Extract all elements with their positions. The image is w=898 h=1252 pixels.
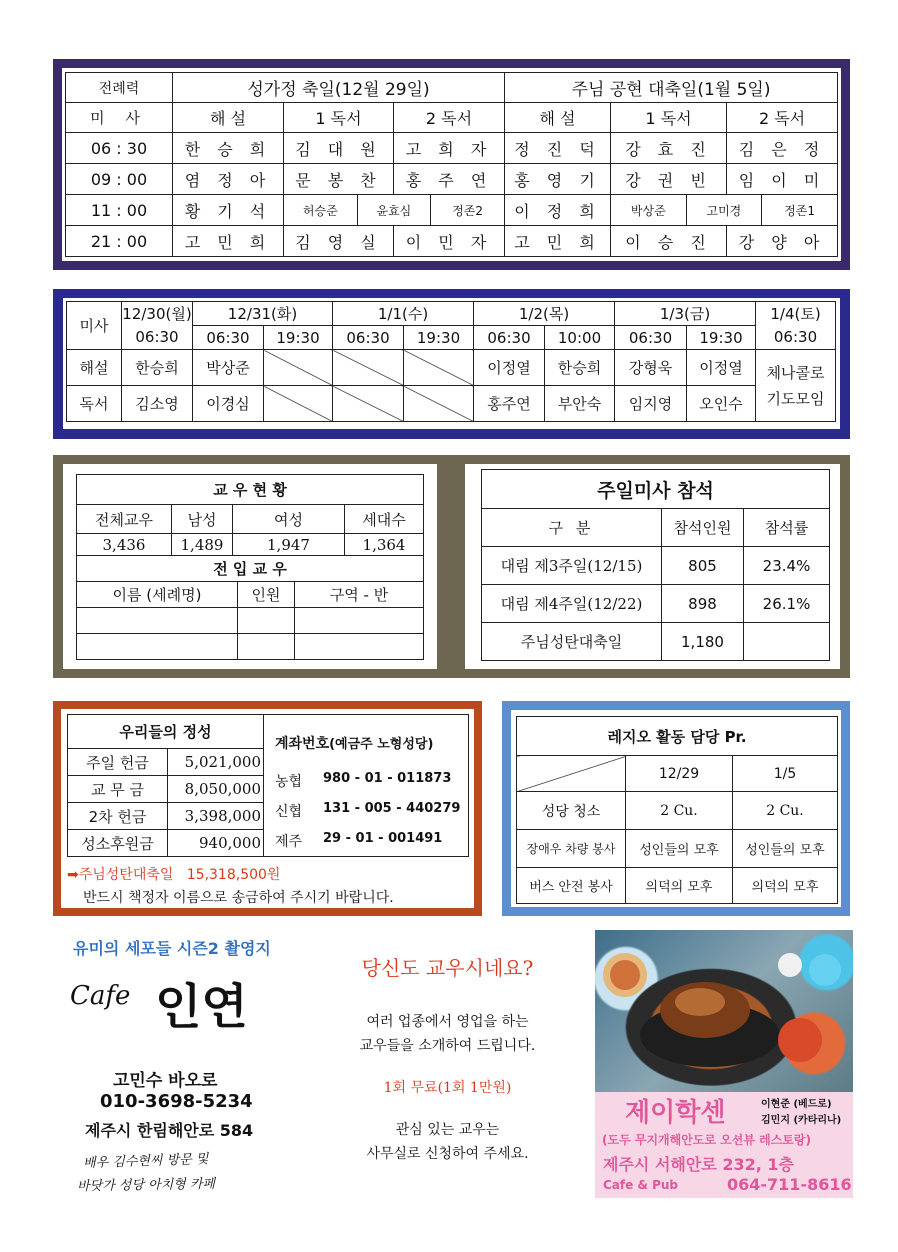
cell: 김소영 (122, 386, 193, 422)
members-header: 남성 (172, 505, 233, 534)
promo-line-2: 교우들을 소개하여 드립니다. (359, 1038, 536, 1054)
cafe-address: 제주시 한림해안로 584 (85, 1121, 254, 1140)
bank-name: 제주 (275, 834, 303, 850)
special-line: 기도모임 (766, 389, 825, 408)
table-row (66, 226, 838, 257)
restaurant-subtitle: (도두 무지개해안도로 오션뷰 레스토랑) (602, 1133, 811, 1147)
attendance-label: 대림 제3주일(12/15) (482, 547, 662, 585)
restaurant-ad (595, 930, 853, 1198)
date-header: 12/31(화) (193, 302, 333, 326)
account-number: 29 - 01 - 001491 (323, 831, 443, 846)
legio-duty: 성당 청소 (517, 792, 626, 830)
cell: 한 승 희 (173, 133, 284, 164)
cell: 허승준 (284, 195, 357, 225)
empty-slash-cell (333, 350, 404, 386)
attendance-rate (744, 623, 830, 661)
empty-slash-cell (264, 386, 333, 422)
christmas-offering-note (67, 864, 280, 884)
promo-line-3: 관심 있는 교우는 (395, 1122, 500, 1138)
empty-slash-cell (404, 386, 474, 422)
cell: 오인수 (687, 386, 756, 422)
time-cell: 06:30 (122, 326, 193, 350)
empty-cell (295, 634, 424, 660)
cell: 이 승 진 (611, 226, 727, 257)
transfer-header: 구역 - 반 (295, 582, 424, 608)
cell: 김 영 실 (284, 226, 394, 257)
promo-line-4: 사무실로 신청하여 주세요. (366, 1146, 529, 1162)
members-header: 세대수 (345, 505, 424, 534)
cell: 임지영 (615, 386, 687, 422)
weekday-mass-label: 미사 (67, 302, 122, 350)
members-value: 3,436 (77, 534, 172, 556)
cell: 이 정 희 (505, 195, 611, 226)
cell: 박상준 (193, 350, 264, 386)
arrow-icon: ➡ (67, 867, 79, 883)
reading-label: 독서 (67, 386, 122, 422)
commentary-label: 해설 (67, 350, 122, 386)
table-row (67, 350, 836, 386)
empty-slash-cell (264, 350, 333, 386)
cell: 정존1 (784, 203, 816, 218)
weekday-mass-table (66, 301, 836, 422)
cell: 홍주연 (474, 386, 545, 422)
christmas-offering-text: 주님성탄대축일 15,318,500원 (78, 867, 281, 883)
offering-value: 3,398,000 (168, 803, 264, 830)
col-reading2-2: 2 독서 (727, 103, 838, 133)
attendance-count: 898 (662, 585, 744, 623)
restaurant-person-1: 이현준 (베드로) (761, 1099, 832, 1110)
table-row (517, 868, 838, 904)
members-value: 1,947 (233, 534, 345, 556)
legio-cell: 성인들의 모후 (626, 830, 733, 868)
cell: 박상준 (611, 195, 686, 225)
col-reading1-2: 1 독서 (611, 103, 727, 133)
cell: 홍 주 연 (394, 164, 505, 195)
time-cell: 06:30 (615, 326, 687, 350)
sunday-liturgy-panel (62, 68, 841, 261)
cafe-phone: 010-3698-5234 (100, 1091, 253, 1112)
sunday-liturgy-table (65, 72, 838, 257)
col-commentary-2: 해 설 (505, 103, 611, 133)
cell: 강형욱 (615, 350, 687, 386)
split-table (284, 195, 504, 225)
account-number: 980 - 01 - 011873 (323, 771, 452, 786)
liturgy-header-label: 전례력 (66, 73, 173, 103)
attendance-header: 참석인원 (662, 509, 744, 547)
table-row (482, 547, 830, 585)
food-illustration (595, 930, 853, 1092)
feast-holy-family: 성가정 축일(12월 29일) (173, 73, 505, 103)
feast-epiphany: 주님 공현 대축일(1월 5일) (505, 73, 838, 103)
members-header: 여성 (233, 505, 345, 534)
account-row (275, 771, 465, 791)
account-box (263, 714, 469, 857)
date-header: 1/4(토) (756, 302, 836, 326)
transfer-table (76, 555, 424, 660)
cell: 고 민 희 (173, 226, 284, 257)
account-title (275, 733, 433, 753)
empty-cell (238, 634, 295, 660)
legio-cell: 2 Cu. (626, 792, 733, 830)
members-panel (63, 464, 437, 669)
bank-name: 농협 (275, 774, 303, 790)
date-header: 1/3(금) (615, 302, 756, 326)
special-line: 체나콜로 (766, 363, 825, 382)
cafe-handwriting-2: 바닷가 성당 아치형 카페 (76, 1176, 216, 1195)
table-row (67, 386, 836, 422)
cell: 강 양 아 (727, 226, 838, 257)
legio-duty: 버스 안전 봉사 (517, 868, 626, 904)
cell: 황 기 석 (173, 195, 284, 226)
restaurant-phone: 064-711-8616 (727, 1175, 852, 1194)
attendance-title: 주일미사 참석 (482, 470, 830, 509)
attendance-table (481, 469, 830, 661)
cell: 염 정 아 (173, 164, 284, 195)
cell: 김 대 원 (284, 133, 394, 164)
table-row (482, 585, 830, 623)
legio-panel (511, 710, 841, 907)
members-table (76, 474, 424, 556)
cell: 고 민 희 (505, 226, 611, 257)
mass-time: 09 : 00 (66, 164, 173, 195)
cell: 김 은 정 (727, 133, 838, 164)
account-number: 131 - 005 - 440279 (323, 801, 461, 816)
split-table (611, 195, 837, 225)
cafe-handwriting-1: 배우 김수현씨 방문 및 (82, 1151, 209, 1172)
time-cell: 06:30 (333, 326, 404, 350)
time-cell: 19:30 (404, 326, 474, 350)
cell: 고미경 (686, 195, 762, 225)
cell: 임 이 미 (727, 164, 838, 195)
legio-date: 12/29 (626, 756, 733, 792)
offering-value: 940,000 (168, 830, 264, 857)
cell: 고 희 자 (394, 133, 505, 164)
attendance-count: 1,180 (662, 623, 744, 661)
attendance-rate: 23.4% (744, 547, 830, 585)
cafe-logo-name: 인연 (155, 979, 248, 1035)
transfer-header: 이름 (세례명) (77, 582, 238, 608)
time-cell: 06:30 (474, 326, 545, 350)
time-cell: 06:30 (756, 326, 836, 350)
legio-duty: 장애우 차량 봉사 (517, 830, 626, 868)
split-cell (611, 195, 838, 226)
empty-slash-cell (333, 386, 404, 422)
promo-line-1: 여러 업종에서 영업을 하는 (366, 1014, 529, 1030)
restaurant-name: 제이학센 (625, 1098, 726, 1128)
cell: 홍 영 기 (505, 164, 611, 195)
offering-table (67, 714, 264, 857)
cell: 한승희 (545, 350, 615, 386)
members-value: 1,364 (345, 534, 424, 556)
special-prayer-cell (756, 350, 836, 422)
attendance-panel (465, 464, 840, 669)
promo-block (310, 952, 585, 1192)
mass-time: 11 : 00 (66, 195, 173, 226)
offering-label: 2차 헌금 (68, 803, 168, 830)
cell: 이경심 (193, 386, 264, 422)
table-row (66, 195, 838, 226)
empty-cell (77, 634, 238, 660)
legio-title: 레지오 활동 담당 Pr. (517, 717, 838, 756)
date-header: 1/1(수) (333, 302, 474, 326)
offering-panel (61, 709, 474, 908)
restaurant-category: Cafe & Pub (603, 1178, 679, 1192)
offering-value: 8,050,000 (168, 776, 264, 803)
split-cell (284, 195, 505, 226)
cell: 정 진 덕 (505, 133, 611, 164)
remittance-notice: 반드시 책정자 이름으로 송금하여 주시기 바랍니다. (83, 890, 394, 906)
cafe-ad (55, 928, 300, 1198)
transfer-header: 인원 (238, 582, 295, 608)
empty-cell (77, 608, 238, 634)
time-cell: 19:30 (687, 326, 756, 350)
col-commentary-1: 해 설 (173, 103, 284, 133)
attendance-label: 주님성탄대축일 (482, 623, 662, 661)
transfer-title: 전 입 교 우 (77, 556, 424, 582)
promo-price: 1회 무료(1회 1만원) (383, 1080, 512, 1096)
col-reading1-1: 1 독서 (284, 103, 394, 133)
promo-title: 당신도 교우시네요? (361, 956, 534, 980)
cell: 이정열 (474, 350, 545, 386)
account-label: 계좌번호 (275, 736, 330, 752)
date-header: 12/30(월) (122, 302, 193, 326)
legio-cell: 2 Cu. (733, 792, 838, 830)
account-row (275, 801, 465, 821)
food-photo (595, 930, 853, 1092)
cell: 이 민 자 (394, 226, 505, 257)
legio-date: 1/5 (733, 756, 838, 792)
legio-corner-cell (517, 756, 626, 792)
bank-name: 신협 (275, 804, 303, 820)
attendance-header: 구 분 (482, 509, 662, 547)
time-cell: 10:00 (545, 326, 615, 350)
members-value: 1,489 (172, 534, 233, 556)
attendance-count: 805 (662, 547, 744, 585)
cell: 이정열 (687, 350, 756, 386)
attendance-rate: 26.1% (744, 585, 830, 623)
members-header: 전체교우 (77, 505, 172, 534)
members-title: 교 우 현 황 (77, 475, 424, 505)
time-cell: 06:30 (193, 326, 264, 350)
empty-slash-cell (404, 350, 474, 386)
cafe-tagline: 유미의 세포들 시즌2 촬영지 (73, 939, 271, 958)
date-header: 1/2(목) (474, 302, 615, 326)
mass-label: 미 사 (66, 103, 173, 133)
mass-time: 21 : 00 (66, 226, 173, 257)
cell: 부안숙 (545, 386, 615, 422)
restaurant-person-2: 김민지 (카타리나) (761, 1115, 842, 1126)
legio-cell: 의덕의 모후 (626, 868, 733, 904)
offering-label: 주일 헌금 (68, 749, 168, 776)
offering-label: 교 무 금 (68, 776, 168, 803)
offering-value: 5,021,000 (168, 749, 264, 776)
cafe-logo (65, 966, 290, 1036)
table-row (482, 623, 830, 661)
cell: 윤효심 (357, 195, 431, 225)
table-row (517, 792, 838, 830)
cafe-owner: 고민수 바오로 (113, 1071, 218, 1091)
weekday-mass-panel (63, 298, 840, 429)
offering-label: 성소후원금 (68, 830, 168, 857)
table-row (517, 830, 838, 868)
legio-cell: 의덕의 모후 (733, 868, 838, 904)
cell: 한승희 (122, 350, 193, 386)
cell: 강 효 진 (611, 133, 727, 164)
mass-time: 06 : 30 (66, 133, 173, 164)
restaurant-address: 제주시 서해안로 232, 1층 (603, 1155, 794, 1174)
attendance-label: 대림 제4주일(12/22) (482, 585, 662, 623)
time-cell: 19:30 (264, 326, 333, 350)
legio-cell: 성인들의 모후 (733, 830, 838, 868)
cell: 문 봉 찬 (284, 164, 394, 195)
table-row (66, 164, 838, 195)
legio-table (516, 716, 838, 904)
offering-title: 우리들의 정성 (68, 715, 264, 749)
attendance-header: 참석률 (744, 509, 830, 547)
account-holder: (예금주 노형성당) (329, 737, 434, 752)
empty-cell (295, 608, 424, 634)
cell: 정존2 (452, 203, 484, 218)
cafe-logo-prefix: Cafe (70, 981, 131, 1011)
empty-cell (238, 608, 295, 634)
account-row (275, 831, 465, 851)
cell: 강 권 빈 (611, 164, 727, 195)
table-row (66, 133, 838, 164)
col-reading2-1: 2 독서 (394, 103, 505, 133)
